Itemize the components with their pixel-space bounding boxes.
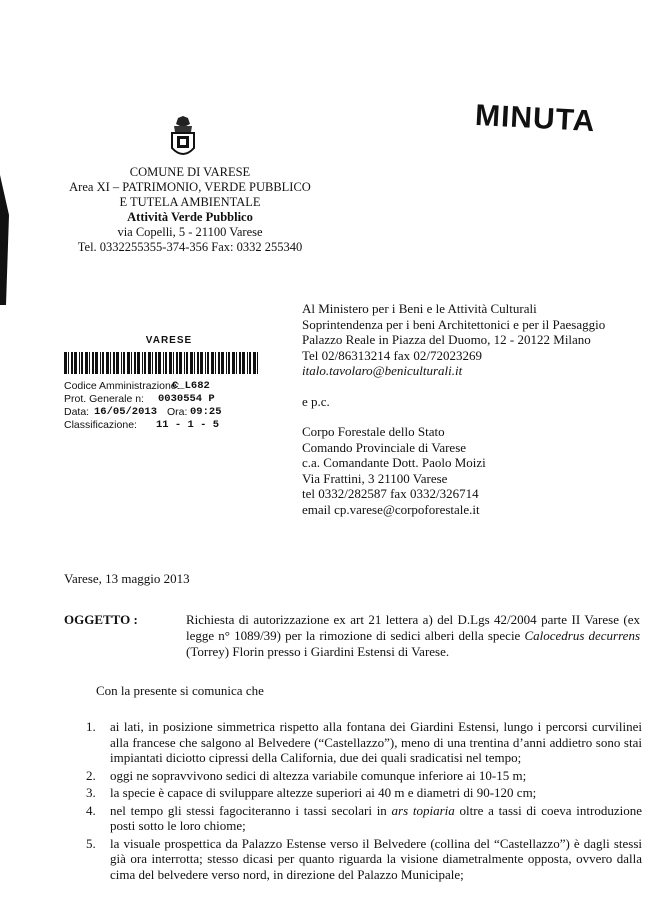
letter-date: Varese, 13 maggio 2013 <box>64 571 190 586</box>
subject-species: Calocedrus decurrens <box>524 628 641 643</box>
codice-row <box>64 380 274 393</box>
list-item <box>86 836 642 883</box>
list-item-text: nel tempo gli stessi fagociteranno i tassi secolari in <box>110 802 392 818</box>
recipient-email: italo.tavolaro@beniculturali.it <box>302 363 463 378</box>
varese-coat-of-arms-icon <box>166 116 200 160</box>
list-item-number: 2. <box>86 767 96 783</box>
protocol-date-value: 16/05/2013 <box>94 406 158 418</box>
list-item-text: la visuale prospettica da Palazzo Estense verso il Belvedere (collina del “Castellazzo”) è dagli stessi già ora interrotta; stesso dicasi per quanto riguarda la visione diametralmente opposta, ovvero dalla cima del belvedere verso nord, in direzione del Palazzo Municipale; <box>110 835 642 882</box>
list-item-text: ai lati, in posizione simmetrica rispetto alla fontana dei Giardini Estensi, lungo i percorsi curvilinei alla francese che salgono al Belvedere (“Castellazzo”), meno di una trentina d’anni addietro sono stai impiantati diciotto cipressi della California, due dei quali sradicatisi nel tempo; <box>110 719 642 765</box>
list-item <box>86 768 642 784</box>
protocol-city: VARESE <box>145 335 193 346</box>
numbered-list <box>86 719 642 884</box>
intro-sentence: Con la presente si comunica che <box>96 683 264 698</box>
subject-text-a: Richiesta di autorizzazione ex art 21 lettera a) del D.Lgs 42/2004 parte II Varese (ex legge n° 1089/39) per la rimozione di sedici alberi della specie <box>186 612 640 643</box>
list-item <box>86 719 642 766</box>
office-name: Attività Verde Pubblico <box>127 210 253 224</box>
classification-value: 11 - 1 - 5 <box>156 419 220 431</box>
cc-recipient-line: tel 0332/282587 fax 0332/326714 <box>302 486 479 501</box>
protocol-time-value: 09:25 <box>190 406 222 418</box>
recipient-line: Tel 02/86313214 fax 02/72023269 <box>302 347 482 363</box>
recipient-line: Palazzo Reale in Piazza del Duomo, 12 - 20122 Milano <box>302 332 591 347</box>
classification-label: Classificazione: <box>64 419 137 431</box>
cc-recipient-line: email cp.varese@corpoforestale.it <box>302 501 480 517</box>
subject-label: OGGETTO : <box>64 612 138 627</box>
department-name: Area XI – PATRIMONIO, VERDE PUBBLICO <box>69 180 311 194</box>
list-item-number: 5. <box>86 835 96 851</box>
list-item-number: 1. <box>86 719 96 734</box>
subject-text <box>186 612 640 660</box>
list-item-italic: ars topiaria <box>391 802 455 818</box>
recipient-line: Soprintendenza per i beni Architettonici e per il Paesaggio <box>302 316 606 332</box>
list-item-text: oltre a tassi di coeva introduzione posti sotto le loro chiome; <box>110 802 642 833</box>
cc-label: e p.c. <box>302 393 330 409</box>
cc-recipient-line: Corpo Forestale dello Stato <box>302 424 445 439</box>
cc-recipient-line: Via Frattini, 3 21100 Varese <box>302 470 448 486</box>
list-item-number: 3. <box>86 785 96 800</box>
subject-text-b: (Torrey) Florin presso i Giardini Estensi di Varese. <box>186 644 450 659</box>
list-item <box>86 803 642 834</box>
protocol-number-value: 0030554 P <box>158 393 215 405</box>
office-phone: Tel. 0332255355-374-356 Fax: 0332 255340 <box>77 240 303 254</box>
recipient-line: Al Ministero per i Beni e le Attività Culturali <box>302 301 537 316</box>
minuta-stamp: MINUTA <box>474 98 597 139</box>
codice-label: Codice Amministrazione: <box>64 380 180 392</box>
list-item <box>86 785 642 801</box>
cc-recipient-line: Comando Provinciale di Varese <box>302 439 467 455</box>
protocol-date-row <box>64 406 274 419</box>
department-subname: E TUTELA AMBIENTALE <box>119 195 261 209</box>
letterhead <box>55 165 325 255</box>
list-item-text: la specie è capace di sviluppare altezze superiori ai 40 m e diametri di 90-120 cm; <box>110 785 537 800</box>
protocol-number-label: Prot. Generale n: <box>64 393 144 405</box>
codice-value: C_L682 <box>172 380 210 392</box>
cc-recipient-line: c.a. Comandante Dott. Paolo Moizi <box>302 455 486 470</box>
list-item-number: 4. <box>86 802 96 818</box>
protocol-stamp <box>64 335 274 432</box>
protocol-date-label: Data: <box>64 406 90 418</box>
municipality-name: COMUNE DI VARESE <box>129 165 251 179</box>
scan-edge-mark <box>0 175 10 305</box>
protocol-time-label: Ora: <box>167 406 188 418</box>
protocol-number-row <box>64 393 274 406</box>
barcode-icon <box>64 352 264 374</box>
classification-row <box>64 419 274 432</box>
recipients-block <box>302 301 642 517</box>
list-item-text: oggi ne sopravvivono sedici di altezza variabile comunque inferiore ai 10-15 m; <box>110 767 527 783</box>
office-address: via Copelli, 5 - 21100 Varese <box>117 225 263 239</box>
